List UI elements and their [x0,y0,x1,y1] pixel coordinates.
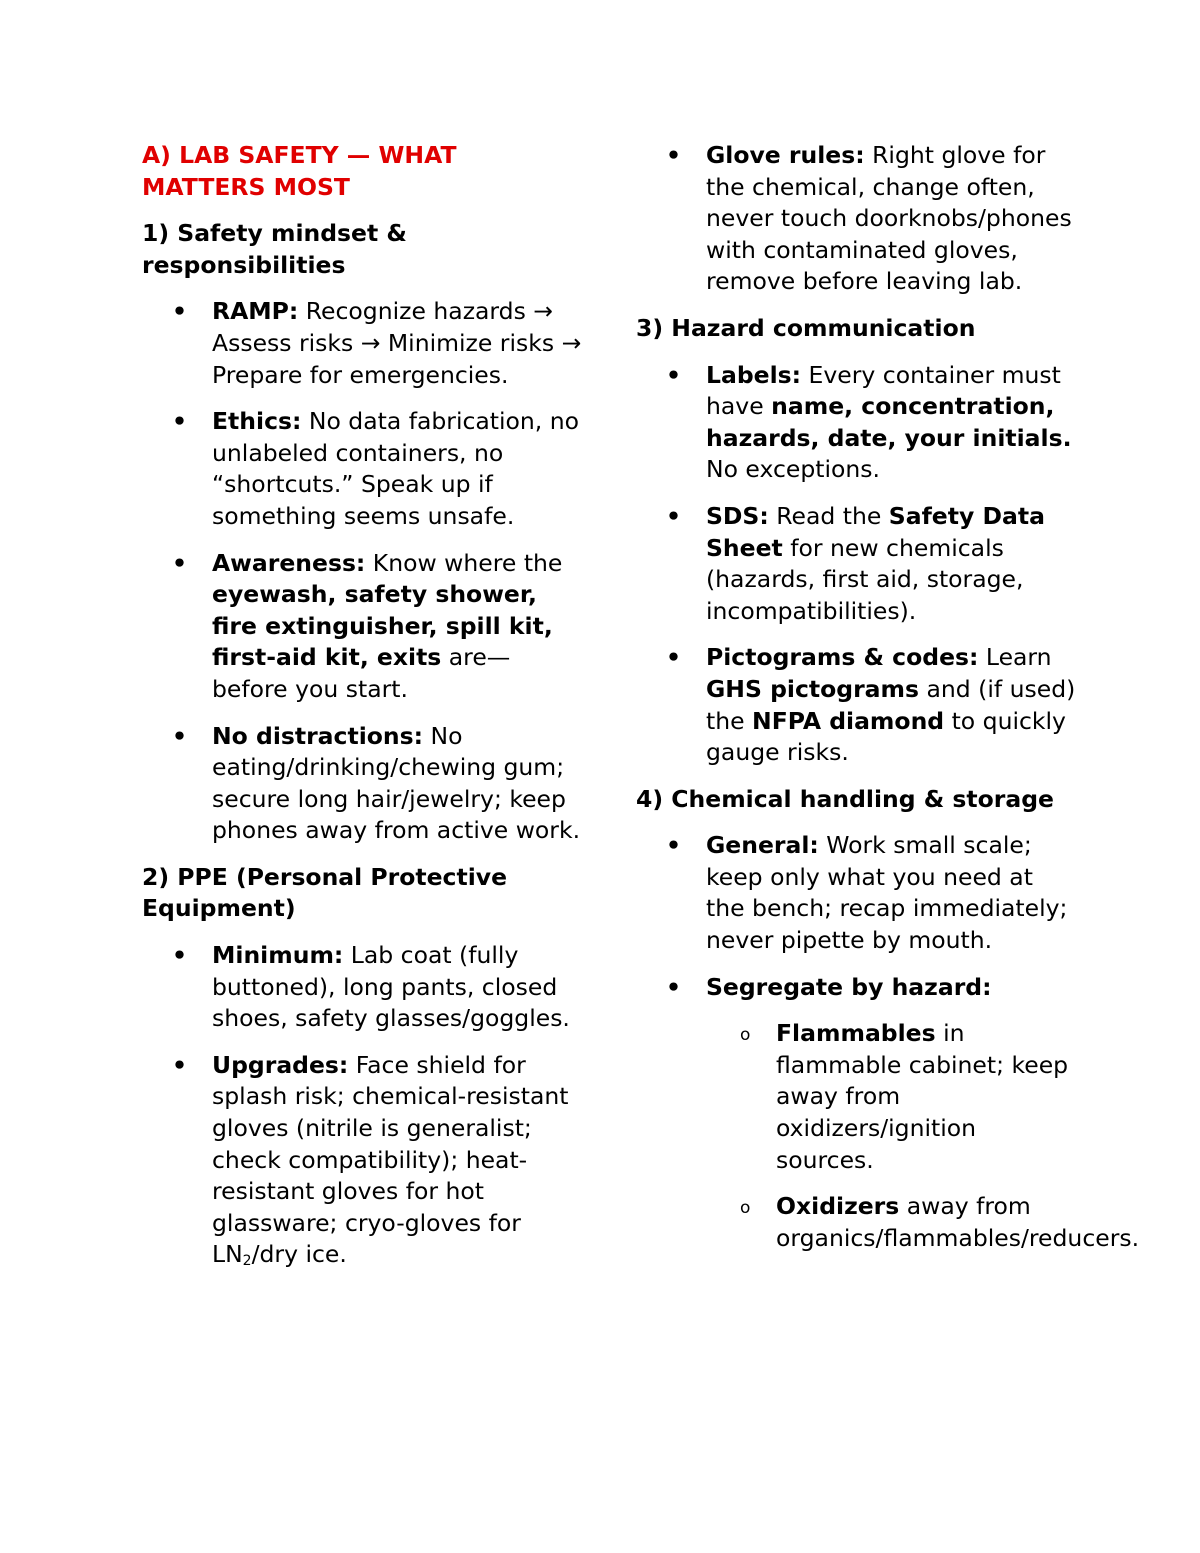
bullet-icon: • [666,360,682,389]
sub-bullet-icon: o [740,1198,751,1219]
item-bold-text: GHS pictograms [706,674,919,703]
item-text: Right glove for the chemical, change often, never touch doorknobs/phones with contaminated gloves, remove before leaving lab. [706,141,1072,296]
bullet-icon: • [172,721,188,750]
list-item-minimum [142,940,582,1035]
item-text: /dry ice. [251,1240,347,1269]
item-label: Labels: [706,360,802,389]
document-title: A) LAB SAFETY — WHAT MATTERS MOST [142,141,457,201]
item-label: Awareness: [212,548,366,577]
item-label: General: [706,831,819,860]
item-bold-text: eyewash, safety shower, fire extinguisher, spill kit, first-aid kit, exits [212,580,553,672]
left-column [142,140,582,1286]
sub-bullet-icon: o [740,1025,751,1046]
sublist-item-flammables [706,1018,1076,1176]
item-label: Flammables [776,1019,936,1048]
right-column [636,140,1140,1269]
subscript-two: 2 [242,1253,252,1270]
list-item-segregate [636,972,1140,1255]
list-item-upgrades [142,1050,582,1271]
item-text: No data fabrication, no unlabeled containers, no “shortcuts.” Speak up if something seems unsafe. [212,407,580,530]
item-bold-text: NFPA diamond [752,706,945,735]
list-item-glove-rules [636,140,1076,298]
list-item-labels [636,360,1076,486]
item-bold-text: Safety Data Sheet [706,501,1045,562]
item-text: No exceptions. [706,455,880,484]
item-text: Recognize hazards → Assess risks → Minimize risks → Prepare for emergencies. [212,297,582,389]
list-item-general [636,830,1076,956]
item-label: SDS: [706,501,769,530]
sublist-item-oxidizers [706,1191,1140,1254]
item-label: Upgrades: [212,1050,349,1079]
item-text: and (if used) the [706,674,1076,735]
item-text: for new chemicals (hazards, first aid, storage, incompatibilities). [706,533,1024,625]
section-heading-safety-mindset: 1) Safety mindset & responsibilities [142,219,407,279]
item-text: No eating/drinking/chewing gum; secure long hair/jewelry; keep phones away from active work. [212,721,581,845]
section-heading-ppe: 2) PPE (Personal Protective Equipment) [142,862,508,923]
item-label: Pictograms & codes: [706,643,979,672]
item-text: are—before you start. [212,643,511,703]
bullet-icon: • [172,297,188,326]
segregate-sublist [706,1018,1140,1254]
item-label: Ethics: [212,407,302,436]
item-text: Know where the [365,548,563,577]
item-text: Face shield for splash risk; chemical-resistant gloves (nitrile is generalist; check compatibility); heat-resistant gloves for hot glassware; cryo-gloves for LN [212,1050,569,1269]
bullet-icon: • [172,941,188,970]
bullet-icon: • [666,831,682,860]
item-label: Minimum: [212,941,344,970]
bullet-icon: • [172,1050,188,1079]
list-item-sds [636,501,1076,627]
item-text: Work small scale; keep only what you need at the bench; recap immediately; never pipette by mouth. [706,831,1068,955]
item-text: Lab coat (fully buttoned), long pants, closed shoes, safety glasses/goggles. [212,941,570,1033]
safety-mindset-list [142,296,582,847]
section-heading-hazard-communication: 3) Hazard communication [636,313,976,342]
bullet-icon: • [172,548,188,577]
list-item-pictograms [636,642,1076,768]
list-item-ethics [142,406,582,532]
item-label: Glove rules: [706,141,865,169]
bullet-icon: • [666,972,682,1001]
item-text: Learn [978,643,1052,672]
chemical-handling-list [636,830,1140,1254]
item-label: No distractions: [212,721,424,750]
bullet-icon: • [666,643,682,672]
item-text: in flammable cabinet; keep away from oxidizers/ignition sources. [776,1019,1069,1174]
bullet-icon: • [172,407,188,436]
item-text: Read the [768,501,889,530]
bullet-icon: • [666,141,682,169]
item-label: RAMP: [212,297,299,326]
ppe-list-continued [636,140,1076,298]
item-label: Oxidizers [776,1192,900,1221]
item-text: Every container must have [706,360,1061,421]
section-heading-chemical-handling: 4) Chemical handling & storage [636,784,1054,813]
item-bold-text: name, concentration, hazards, date, your initials. [706,392,1072,452]
list-item-ramp [142,296,582,391]
hazard-communication-list [636,360,1076,769]
list-item-no-distractions [142,721,582,847]
item-text: away from organics/flammables/reducers. [776,1192,1140,1252]
bullet-icon: • [666,501,682,530]
item-label: Segregate by hazard: [706,972,992,1001]
item-text: to quickly gauge risks. [706,706,1066,767]
ppe-list [142,940,582,1271]
list-item-awareness [142,548,582,706]
